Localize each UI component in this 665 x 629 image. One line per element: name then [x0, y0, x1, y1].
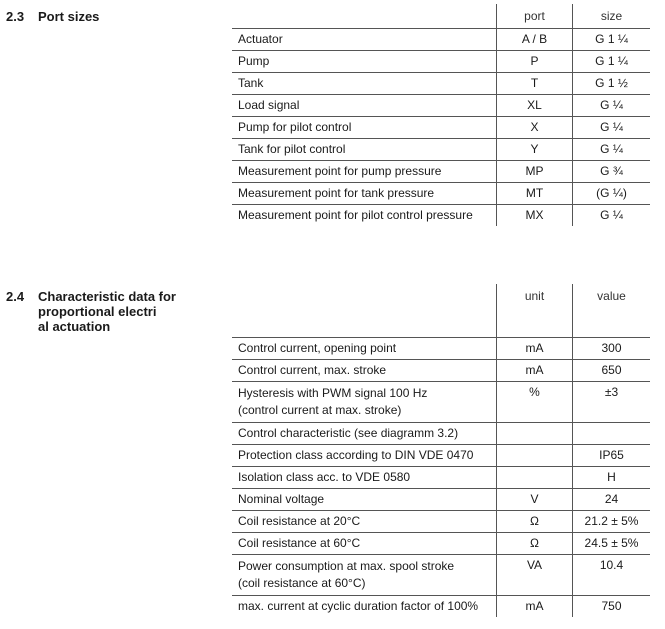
characteristic-row-unit — [497, 466, 573, 488]
characteristic-row-label — [232, 554, 497, 595]
port-row-size: G ¼ — [573, 204, 651, 226]
characteristic-row-label — [232, 422, 497, 444]
port-row-port: MT — [497, 182, 573, 204]
characteristic-row-label-line-1: Isolation class acc. to VDE 0580 — [238, 470, 411, 484]
characteristic-row-unit: mA — [497, 359, 573, 381]
characteristic-row-label — [232, 488, 497, 510]
port-sizes-table — [232, 4, 650, 226]
unit-header: unit — [497, 284, 573, 337]
characteristic-row-value: 24.5 ± 5% — [573, 532, 651, 554]
characteristic-row-label-line-1: Hysteresis with PWM signal 100 Hz — [238, 386, 428, 400]
characteristic-row-unit: Ω — [497, 510, 573, 532]
characteristic-row-value: 750 — [573, 595, 651, 617]
characteristic-row-label — [232, 466, 497, 488]
port-row-size: G ¾ — [573, 160, 651, 182]
characteristic-row-label — [232, 444, 497, 466]
port-row-size: G 1 ¼ — [573, 50, 651, 72]
characteristic-row — [232, 444, 650, 466]
characteristic-row-unit — [497, 422, 573, 444]
characteristic-row-label-line-1: max. current at cyclic duration factor of 100% — [238, 599, 479, 614]
characteristic-row-label — [232, 337, 497, 359]
port-row — [232, 28, 650, 50]
characteristic-row-value: 24 — [573, 488, 651, 510]
characteristic-row-label — [232, 359, 497, 381]
port-row-size: G 1 ½ — [573, 72, 651, 94]
characteristic-row — [232, 466, 650, 488]
characteristic-row — [232, 532, 650, 554]
characteristic-row — [232, 381, 650, 422]
section-2-3-title: Port sizes — [38, 9, 100, 24]
port-row-size: G ¼ — [573, 116, 651, 138]
characteristic-row-unit: % — [497, 381, 573, 422]
port-row-port: P — [497, 50, 573, 72]
characteristic-row-unit: Ω — [497, 532, 573, 554]
port-header: port — [497, 4, 573, 28]
port-row — [232, 72, 650, 94]
characteristic-row-label-line-1: Coil resistance at 60°C — [238, 536, 361, 550]
port-row-label: Measurement point for pilot control pressure — [232, 204, 497, 226]
port-row — [232, 204, 650, 226]
value-header: value — [573, 284, 651, 337]
port-row-label: Pump for pilot control — [232, 116, 497, 138]
port-row-port: MX — [497, 204, 573, 226]
characteristic-row-unit — [497, 444, 573, 466]
port-row — [232, 94, 650, 116]
characteristic-row-label — [232, 532, 497, 554]
characteristic-row-label-line-1: Power consumption at max. spool stroke — [238, 559, 455, 573]
port-row — [232, 160, 650, 182]
port-row-port: Y — [497, 138, 573, 160]
port-row-port: T — [497, 72, 573, 94]
port-row-label: Actuator — [232, 28, 497, 50]
characteristic-data-table — [232, 284, 650, 617]
characteristic-row — [232, 510, 650, 532]
characteristic-row-unit: mA — [497, 595, 573, 617]
port-row-port: X — [497, 116, 573, 138]
port-row — [232, 50, 650, 72]
port-row — [232, 182, 650, 204]
characteristic-row — [232, 422, 650, 444]
port-row-port: MP — [497, 160, 573, 182]
characteristic-row — [232, 595, 650, 617]
characteristic-row-unit: mA — [497, 337, 573, 359]
characteristic-row-label-line-2: (control current at max. stroke) — [238, 403, 402, 417]
characteristic-row-value: ±3 — [573, 381, 651, 422]
section-2-4-title-line-2: proportional electri — [38, 304, 157, 319]
characteristic-row-label-line-1: Control current, opening point — [238, 341, 397, 355]
characteristic-row-value: 21.2 ± 5% — [573, 510, 651, 532]
characteristic-row-value: 10.4 — [573, 554, 651, 595]
port-row-label: Load signal — [232, 94, 497, 116]
port-row-size: G ¼ — [573, 138, 651, 160]
size-header: size — [573, 4, 651, 28]
characteristic-row-label-line-1: Control current, max. stroke — [238, 363, 387, 377]
characteristic-row-value: 650 — [573, 359, 651, 381]
section-2-3-number: 2.3 — [6, 9, 25, 24]
characteristic-row — [232, 488, 650, 510]
characteristic-row-label-line-1: Control characteristic (see diagramm 3.2) — [238, 426, 459, 440]
port-row-label: Tank — [232, 72, 497, 94]
characteristic-row-value: 300 — [573, 337, 651, 359]
port-row-port: XL — [497, 94, 573, 116]
characteristic-row-value: H — [573, 466, 651, 488]
characteristic-row-unit: V — [497, 488, 573, 510]
port-row — [232, 138, 650, 160]
port-row-label: Pump — [232, 50, 497, 72]
port-row — [232, 116, 650, 138]
characteristic-row — [232, 337, 650, 359]
port-row-label: Tank for pilot control — [232, 138, 497, 160]
characteristic-row-label — [232, 381, 497, 422]
port-row-label: Measurement point for tank pressure — [232, 182, 497, 204]
section-2-4-number: 2.4 — [6, 289, 25, 304]
characteristic-row-label — [232, 510, 497, 532]
characteristic-row-unit: VA — [497, 554, 573, 595]
characteristic-row-value — [573, 422, 651, 444]
characteristic-row-label-line-1: Protection class according to DIN VDE 0470 — [238, 448, 474, 462]
port-row-label: Measurement point for pump pressure — [232, 160, 497, 182]
port-row-size: G 1 ¼ — [573, 28, 651, 50]
port-row-size: G ¼ — [573, 94, 651, 116]
section-2-4-title-line-3: al actuation — [38, 319, 111, 334]
characteristic-row — [232, 554, 650, 595]
section-2-4-title-line-1: Characteristic data for — [38, 289, 176, 304]
characteristic-row — [232, 359, 650, 381]
characteristic-row-label — [232, 595, 497, 617]
port-row-port: A / B — [497, 28, 573, 50]
section-2-4-title — [38, 289, 176, 334]
characteristic-row-value: IP65 — [573, 444, 651, 466]
characteristic-row-label-line-2: (coil resistance at 60°C) — [238, 576, 366, 590]
characteristic-row-label-line-1: Coil resistance at 20°C — [238, 514, 361, 528]
port-row-size: (G ¼) — [573, 182, 651, 204]
characteristic-row-label-line-1: Nominal voltage — [238, 492, 325, 506]
